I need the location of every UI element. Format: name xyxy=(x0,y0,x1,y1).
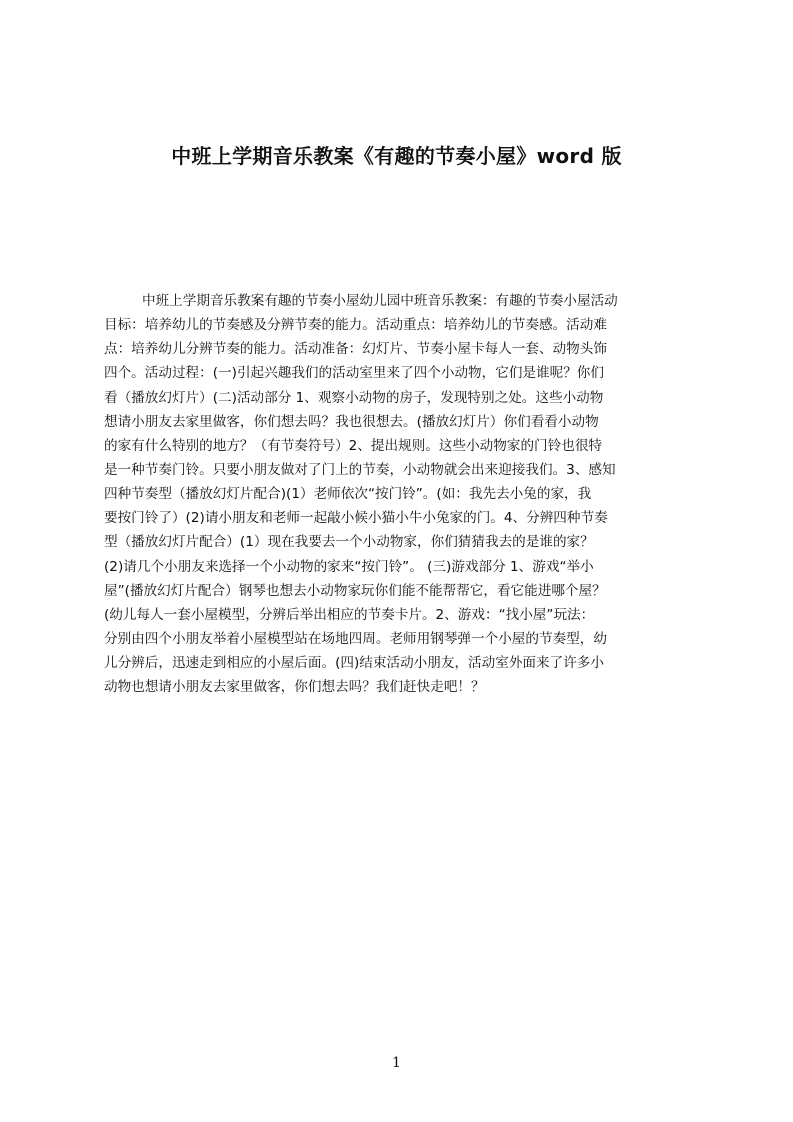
body-line: 屋”(播放幻灯片配合）钢琴也想去小动物家玩你们能不能帮帮它，看它能进哪个屋？ xyxy=(104,582,606,599)
body-line: 四个。活动过程：(一)引起兴趣我们的活动室里来了四个小动物，它们是谁呢？你们 xyxy=(104,365,604,382)
body-line: 看（播放幻灯片）(二)活动部分 1、观察小动物的房子，发现特别之处。这些小动物 xyxy=(104,389,604,406)
body-line: 型（播放幻灯片配合）(1）现在我要去一个小动物家，你们猜猜我去的是谁的家？ xyxy=(104,534,594,551)
body-line: 想请小朋友去家里做客，你们想去吗？我也很想去。(播放幻灯片）你们看看小动物 xyxy=(104,413,599,430)
body-line: 儿分辨后，迅速走到相应的小屋后面。(四)结束活动小朋友，活动室外面来了许多小 xyxy=(104,655,604,672)
page-number: 1 xyxy=(392,1055,401,1071)
body-line: 动物也想请小朋友去家里做客，你们想去吗？我们赶快走吧！？ xyxy=(104,679,485,696)
body-line: 四种节奏型（播放幻灯片配合)(1）老师依次“按门铃”。(如：我先去小兔的家，我 xyxy=(104,486,592,503)
document-title: 中班上学期音乐教案《有趣的节奏小屋》word 版 xyxy=(171,144,622,168)
body-line: 的家有什么特别的地方？（有节奏符号）2、提出规则。这些小动物家的门铃也很特 xyxy=(104,437,603,454)
document-body xyxy=(104,289,698,699)
body-line: (幼儿每人一套小屋模型，分辨后举出相应的节奏卡片。2、游戏：“找小屋”玩法： xyxy=(104,606,595,623)
body-line: 目标：培养幼儿的节奏感及分辨节奏的能力。活动重点：培养幼儿的节奏感。活动难 xyxy=(104,317,607,334)
body-line: 分别由四个小朋友举着小屋模型站在场地四周。老师用钢琴弹一个小屋的节奏型，幼 xyxy=(104,630,607,647)
body-line: 是一种节奏门铃。只要小朋友做对了门上的节奏，小动物就会出来迎接我们。3、感知 xyxy=(104,461,616,478)
body-line: 要按门铃了）(2)请小朋友和老师一起敲小候小猫小牛小兔家的门。4、分辨四种节奏 xyxy=(104,510,608,527)
body-line: 中班上学期音乐教案有趣的节奏小屋幼儿园中班音乐教案：有趣的节奏小屋活动 xyxy=(142,293,618,309)
body-line: 点：培养幼儿分辨节奏的能力。活动准备：幻灯片、节奏小屋卡每人一套、动物头饰 xyxy=(104,341,607,358)
body-line: (2)请几个小朋友来选择一个小动物的家来“按门铃”。 (三)游戏部分 1、游戏“举小 xyxy=(104,558,594,575)
